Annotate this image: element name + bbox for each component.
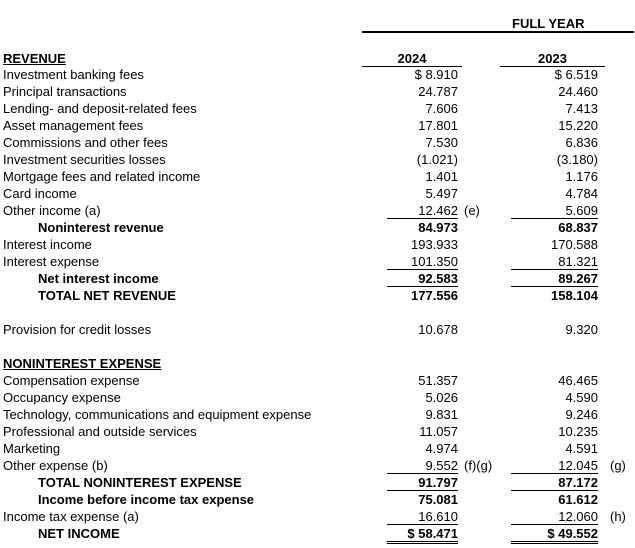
row-value-2023: 15.220: [558, 118, 598, 133]
footnote-2023: (h): [610, 509, 626, 524]
row-value-2024: 4.974: [425, 441, 458, 456]
row-value-2023: 158.104: [551, 288, 598, 303]
row-label: Investment banking fees: [3, 67, 144, 82]
row-value-2024: 5.026: [425, 390, 458, 405]
row-label: Other income (a): [3, 203, 101, 218]
header-2024-rule: [362, 31, 486, 33]
row-value-2024: 16.610: [418, 509, 458, 524]
row-value-2024: 7.606: [425, 101, 458, 116]
row-value-2023: 46.465: [558, 373, 598, 388]
row-value-2024: 84.973: [418, 220, 458, 235]
footnote-2023: (g): [610, 458, 626, 473]
row-value-2023: 4.591: [565, 441, 598, 456]
row-value-2023: 4.590: [565, 390, 598, 405]
row-label: Principal transactions: [3, 84, 127, 99]
row-value-2024: 7.530: [425, 135, 458, 150]
row-label: Asset management fees: [3, 118, 144, 133]
subtotal-rule-2024: [387, 218, 458, 219]
row-label: Income before income tax expense: [38, 492, 255, 507]
total-double-rule-2024: [387, 541, 458, 544]
column-header-2024: 2024: [397, 51, 427, 66]
row-value-2024: 11.057: [419, 424, 458, 439]
row-value-2023: 1.176: [565, 169, 598, 184]
row-label: Occupancy expense: [3, 390, 121, 405]
footnote-2024: (f)(g): [464, 458, 493, 473]
row-value-2024: 91.797: [418, 475, 458, 490]
row-label: Provision for credit losses: [3, 322, 152, 337]
subtotal-rule-2023: [511, 473, 598, 474]
row-value-2024: 17.801: [418, 118, 458, 133]
subtotal-rule-2023: [511, 218, 598, 219]
row-label: Noninterest revenue: [38, 220, 164, 235]
column-header-2023: 2023: [538, 51, 567, 66]
subtotal-rule-2023: [511, 269, 598, 270]
row-label: Investment securities losses: [3, 152, 166, 167]
row-value-2023: 4.784: [565, 186, 598, 201]
row-value-2023: $ 49.552: [547, 526, 598, 541]
row-label: Other expense (b): [3, 458, 108, 473]
row-value-2024: $ 58.471: [407, 526, 458, 541]
subtotal-rule-2024: [387, 286, 458, 287]
row-label: Mortgage fees and related income: [3, 169, 201, 184]
row-value-2023: 87.172: [558, 475, 598, 490]
row-value-2024: $ 8.910: [414, 67, 458, 82]
row-value-2023: $ 6.519: [554, 67, 598, 82]
row-label: Interest expense: [3, 254, 100, 269]
row-value-2024: 9.831: [425, 407, 458, 422]
row-value-2024: 51.357: [418, 373, 458, 388]
row-label: TOTAL NET REVENUE: [38, 288, 176, 303]
row-value-2023: 61.612: [558, 492, 598, 507]
row-value-2024: 9.552: [425, 458, 458, 473]
row-label: Card income: [3, 186, 77, 201]
row-label: Income tax expense (a): [3, 509, 139, 524]
row-value-2023: 12.045: [558, 458, 598, 473]
row-value-2023: 170.588: [551, 237, 598, 252]
row-value-2024: 10.678: [418, 322, 458, 337]
row-value-2023: 9.320: [565, 322, 598, 337]
row-value-2024: 24.787: [418, 84, 458, 99]
row-label: Commissions and other fees: [3, 135, 168, 150]
row-value-2024: 92.583: [418, 271, 458, 286]
row-value-2024: 193.933: [411, 237, 458, 252]
row-label: Technology, communications and equipment expense: [3, 407, 312, 422]
total-double-rule-2023: [511, 541, 598, 544]
row-value-2024: 12.462: [418, 203, 458, 218]
row-label: NET INCOME: [38, 526, 120, 541]
row-value-2023: 89.267: [558, 271, 598, 286]
row-value-2024: (1.021): [416, 152, 458, 167]
section-noninterest-expense: NONINTEREST EXPENSE: [3, 356, 162, 371]
row-label: Net interest income: [38, 271, 159, 286]
row-value-2024: 101.350: [411, 254, 458, 269]
row-value-2023: 7.413: [565, 101, 598, 116]
row-value-2023: 68.837: [558, 220, 598, 235]
row-value-2024: 1.401: [425, 169, 458, 184]
row-value-2023: (3.180): [556, 152, 598, 167]
row-value-2023: 24.460: [558, 84, 598, 99]
subtotal-rule-2023: [511, 490, 598, 491]
row-value-2023: 81.321: [558, 254, 598, 269]
subtotal-rule-2024: [387, 490, 458, 491]
row-value-2024: 5.497: [425, 186, 458, 201]
row-value-2023: 6.836: [565, 135, 598, 150]
row-label: Marketing: [3, 441, 61, 456]
section-revenue: REVENUE: [3, 51, 66, 66]
subtotal-rule-2023: [511, 286, 598, 287]
row-label: Professional and outside services: [3, 424, 197, 439]
footnote-2024: (e): [464, 203, 480, 218]
row-label: TOTAL NONINTEREST EXPENSE: [38, 475, 242, 490]
row-value-2024: 75.081: [418, 492, 458, 507]
row-value-2023: 9.246: [565, 407, 598, 422]
row-value-2024: 177.556: [411, 288, 458, 303]
row-label: Compensation expense: [3, 373, 140, 388]
subtotal-rule-2024: [387, 524, 458, 525]
row-label: Interest income: [3, 237, 92, 252]
row-label: Lending- and deposit-related fees: [3, 101, 197, 116]
subtotal-rule-2024: [387, 473, 458, 474]
subtotal-rule-2024: [387, 269, 458, 270]
row-value-2023: 12.060: [558, 509, 598, 524]
period-header: FULL YEAR: [512, 16, 585, 31]
row-value-2023: 10.235: [558, 424, 598, 439]
row-value-2023: 5.609: [565, 203, 598, 218]
subtotal-rule-2023: [511, 524, 598, 525]
